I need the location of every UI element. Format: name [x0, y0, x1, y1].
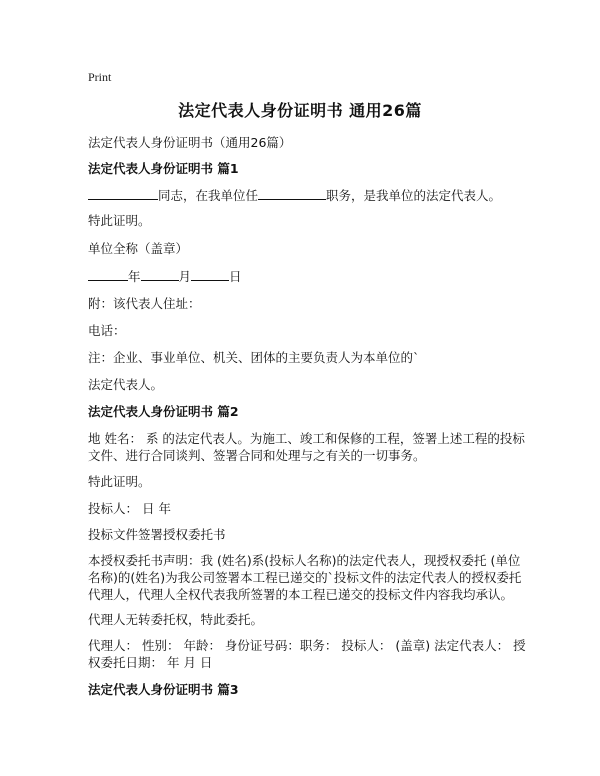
section-1-certify: 特此证明。 [88, 213, 151, 228]
section-1-date [88, 268, 528, 285]
date-day: 日 [229, 269, 242, 284]
blank-position [258, 187, 326, 200]
line-1-part-2: 职务，是我单位的法定代表人。 [326, 188, 502, 203]
section-2-auth-title: 投标文件签署授权委托书 [88, 527, 226, 542]
date-month: 月 [178, 269, 192, 284]
date-year: 年 [128, 269, 141, 284]
blank-month [141, 268, 179, 281]
section-2-bidder: 投标人： 日 年 [88, 501, 171, 516]
section-2-paragraph-3: 代理人： 性别： 年龄： 身份证号码：职务： 投标人： (盖章) 法定代表人： 授权委托日期： 年 月 日 [88, 638, 526, 670]
section-3-heading: 法定代表人身份证明书 篇3 [88, 682, 239, 697]
section-1-line-1 [88, 187, 528, 204]
section-2-certify: 特此证明。 [88, 474, 151, 489]
print-label: Print [88, 70, 112, 84]
line-1-part-1: 同志，在我单位任 [158, 188, 259, 203]
blank-day [191, 268, 229, 281]
section-2-paragraph-2: 本授权委托书声明：我 (姓名)系(投标人名称)的法定代表人，现授权委托 (单位名称)的(姓名)为我公司签署本工程已递交的`投标文件的法定代表人的授权委托代理人，代理人全权代表我所签署的本工程已递交的投标文件内容我均承认。 [88, 553, 522, 602]
section-2-heading: 法定代表人身份证明书 篇2 [88, 404, 239, 419]
document-title: 法定代表人身份证明书 通用26篇 [178, 101, 422, 120]
section-1-phone: 电话： [88, 323, 126, 338]
blank-name [88, 187, 158, 200]
blank-year [88, 268, 128, 281]
section-1-heading: 法定代表人身份证明书 篇1 [88, 161, 239, 176]
document-subtitle: 法定代表人身份证明书（通用26篇） [88, 135, 292, 150]
section-1-address: 附：该代表人住址： [88, 296, 201, 311]
section-1-unit-name: 单位全称（盖章） [88, 241, 189, 256]
section-2-paragraph-1: 地 姓名： 系 的法定代表人。为施工、竣工和保修的工程，签署上述工程的投标文件、进行合同谈判、签署合同和处理与之有关的一切事务。 [88, 431, 525, 463]
section-1-note: 注：企业、事业单位、机关、团体的主要负责人为本单位的` [88, 350, 420, 365]
section-2-no-transfer: 代理人无转委托权，特此委托。 [88, 612, 264, 627]
section-1-note-end: 法定代表人。 [88, 377, 164, 392]
